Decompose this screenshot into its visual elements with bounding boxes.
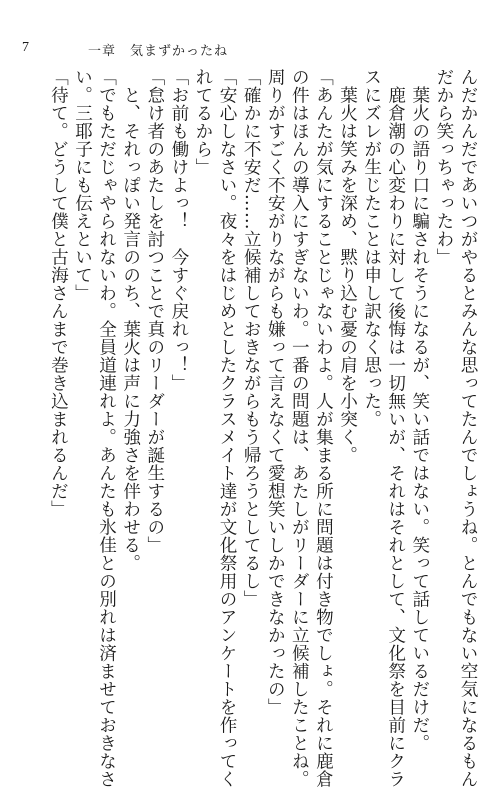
text-line: 葉火は笑みを深め、黙り込む憂の肩を小突く。 bbox=[337, 68, 358, 464]
text-line: れてるから」 bbox=[192, 68, 213, 176]
text-line: の件はほんの導入にすぎないわ。一番の問題は、あたしがリーダーに立候補したことね。 bbox=[289, 68, 310, 788]
text-line: 「でもただじゃやられないわ。全員道連れよ。あんたも氷佳との別れは済ませておきなさ bbox=[96, 68, 117, 788]
text-line: と、それっぽい発言ののち、葉火は声に力強さを伴わせる。 bbox=[120, 68, 141, 572]
page-number: 7 bbox=[22, 40, 29, 55]
text-line: い。三耶子にも伝えといて」 bbox=[72, 68, 93, 302]
text-line: 「確かに不安だ……立候補しておきながらもう帰ろうとしてるし」 bbox=[241, 68, 262, 608]
text-line: スにズレが生じたことは申し訳なく思った。 bbox=[361, 68, 382, 428]
text-line: 「怠け者のあたしを討つことで真のリーダーが誕生するの」 bbox=[144, 68, 165, 554]
text-line: んだかんだであいつがやるとみんな思ってたんでしょうね。とんでもない空気になるもん bbox=[458, 68, 478, 788]
running-head: 一章 気まずかったね bbox=[88, 44, 229, 59]
body-text bbox=[46, 68, 480, 788]
text-line: 鹿倉潮の心変わりに対して後悔は一切無いが、それはそれとして、文化祭を目前にクラ bbox=[385, 68, 406, 788]
text-line: 葉火の語り口に騙されそうになるが、笑い話ではない。笑って話しているだけだ。 bbox=[409, 68, 430, 752]
text-line: 「あんたが気にすることじゃないわよ。人が集まる所に問題は付き物でしょ。それに鹿倉 bbox=[313, 68, 334, 788]
text-line: だから笑っちゃったわ」 bbox=[433, 68, 454, 266]
text-line: 周りがすごく不安がりながらも嫌って言えなくて愛想笑いしかできなかったの」 bbox=[265, 68, 286, 716]
text-line: 「待て。どうして僕と古海さんまで巻き込まれるんだ」 bbox=[48, 68, 69, 518]
text-line: 「安心しなさい。夜々をはじめとしたクラスメイト達が文化祭用のアンケートを作ってく bbox=[217, 68, 238, 788]
text-line: 「お前も働けよっ！ 今すぐ戻れっ！」 bbox=[168, 68, 189, 392]
